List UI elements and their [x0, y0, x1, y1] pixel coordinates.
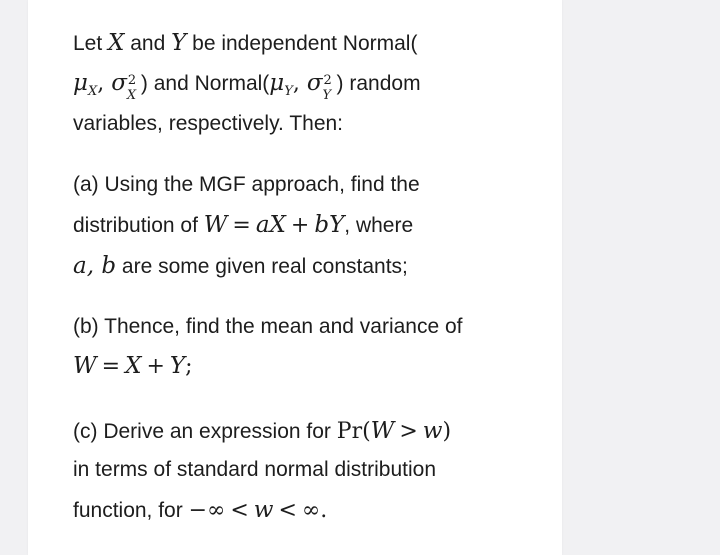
part-c-line-3: function, for −∞ < w < ∞.	[73, 497, 328, 523]
intro-line-2: $\mu_X$, σ 2 X ) and $Normal(\mu_Y$, σ 2 Y ) random	[73, 70, 421, 104]
part-c-line-2: in terms of standard normal distribution	[73, 458, 436, 481]
part-b-line-2: W = X + Y;	[73, 353, 193, 379]
part-c-line-1: (c) Derive an expression for Pr(W > w)	[73, 418, 452, 444]
part-a-line-3: a, b are some given real constants;	[73, 253, 408, 279]
part-a-line-1: (a) Using the MGF approach, find the	[73, 173, 420, 196]
part-a-line-2: distribution of W = aX + bY, where	[73, 212, 414, 238]
intro-line-1: Let X and Y be independent Normal(	[73, 30, 418, 56]
part-b-line-1: (b) Thence, find the mean and variance of	[73, 315, 463, 338]
intro-line-3: variables, respectively. Then:	[73, 112, 344, 135]
